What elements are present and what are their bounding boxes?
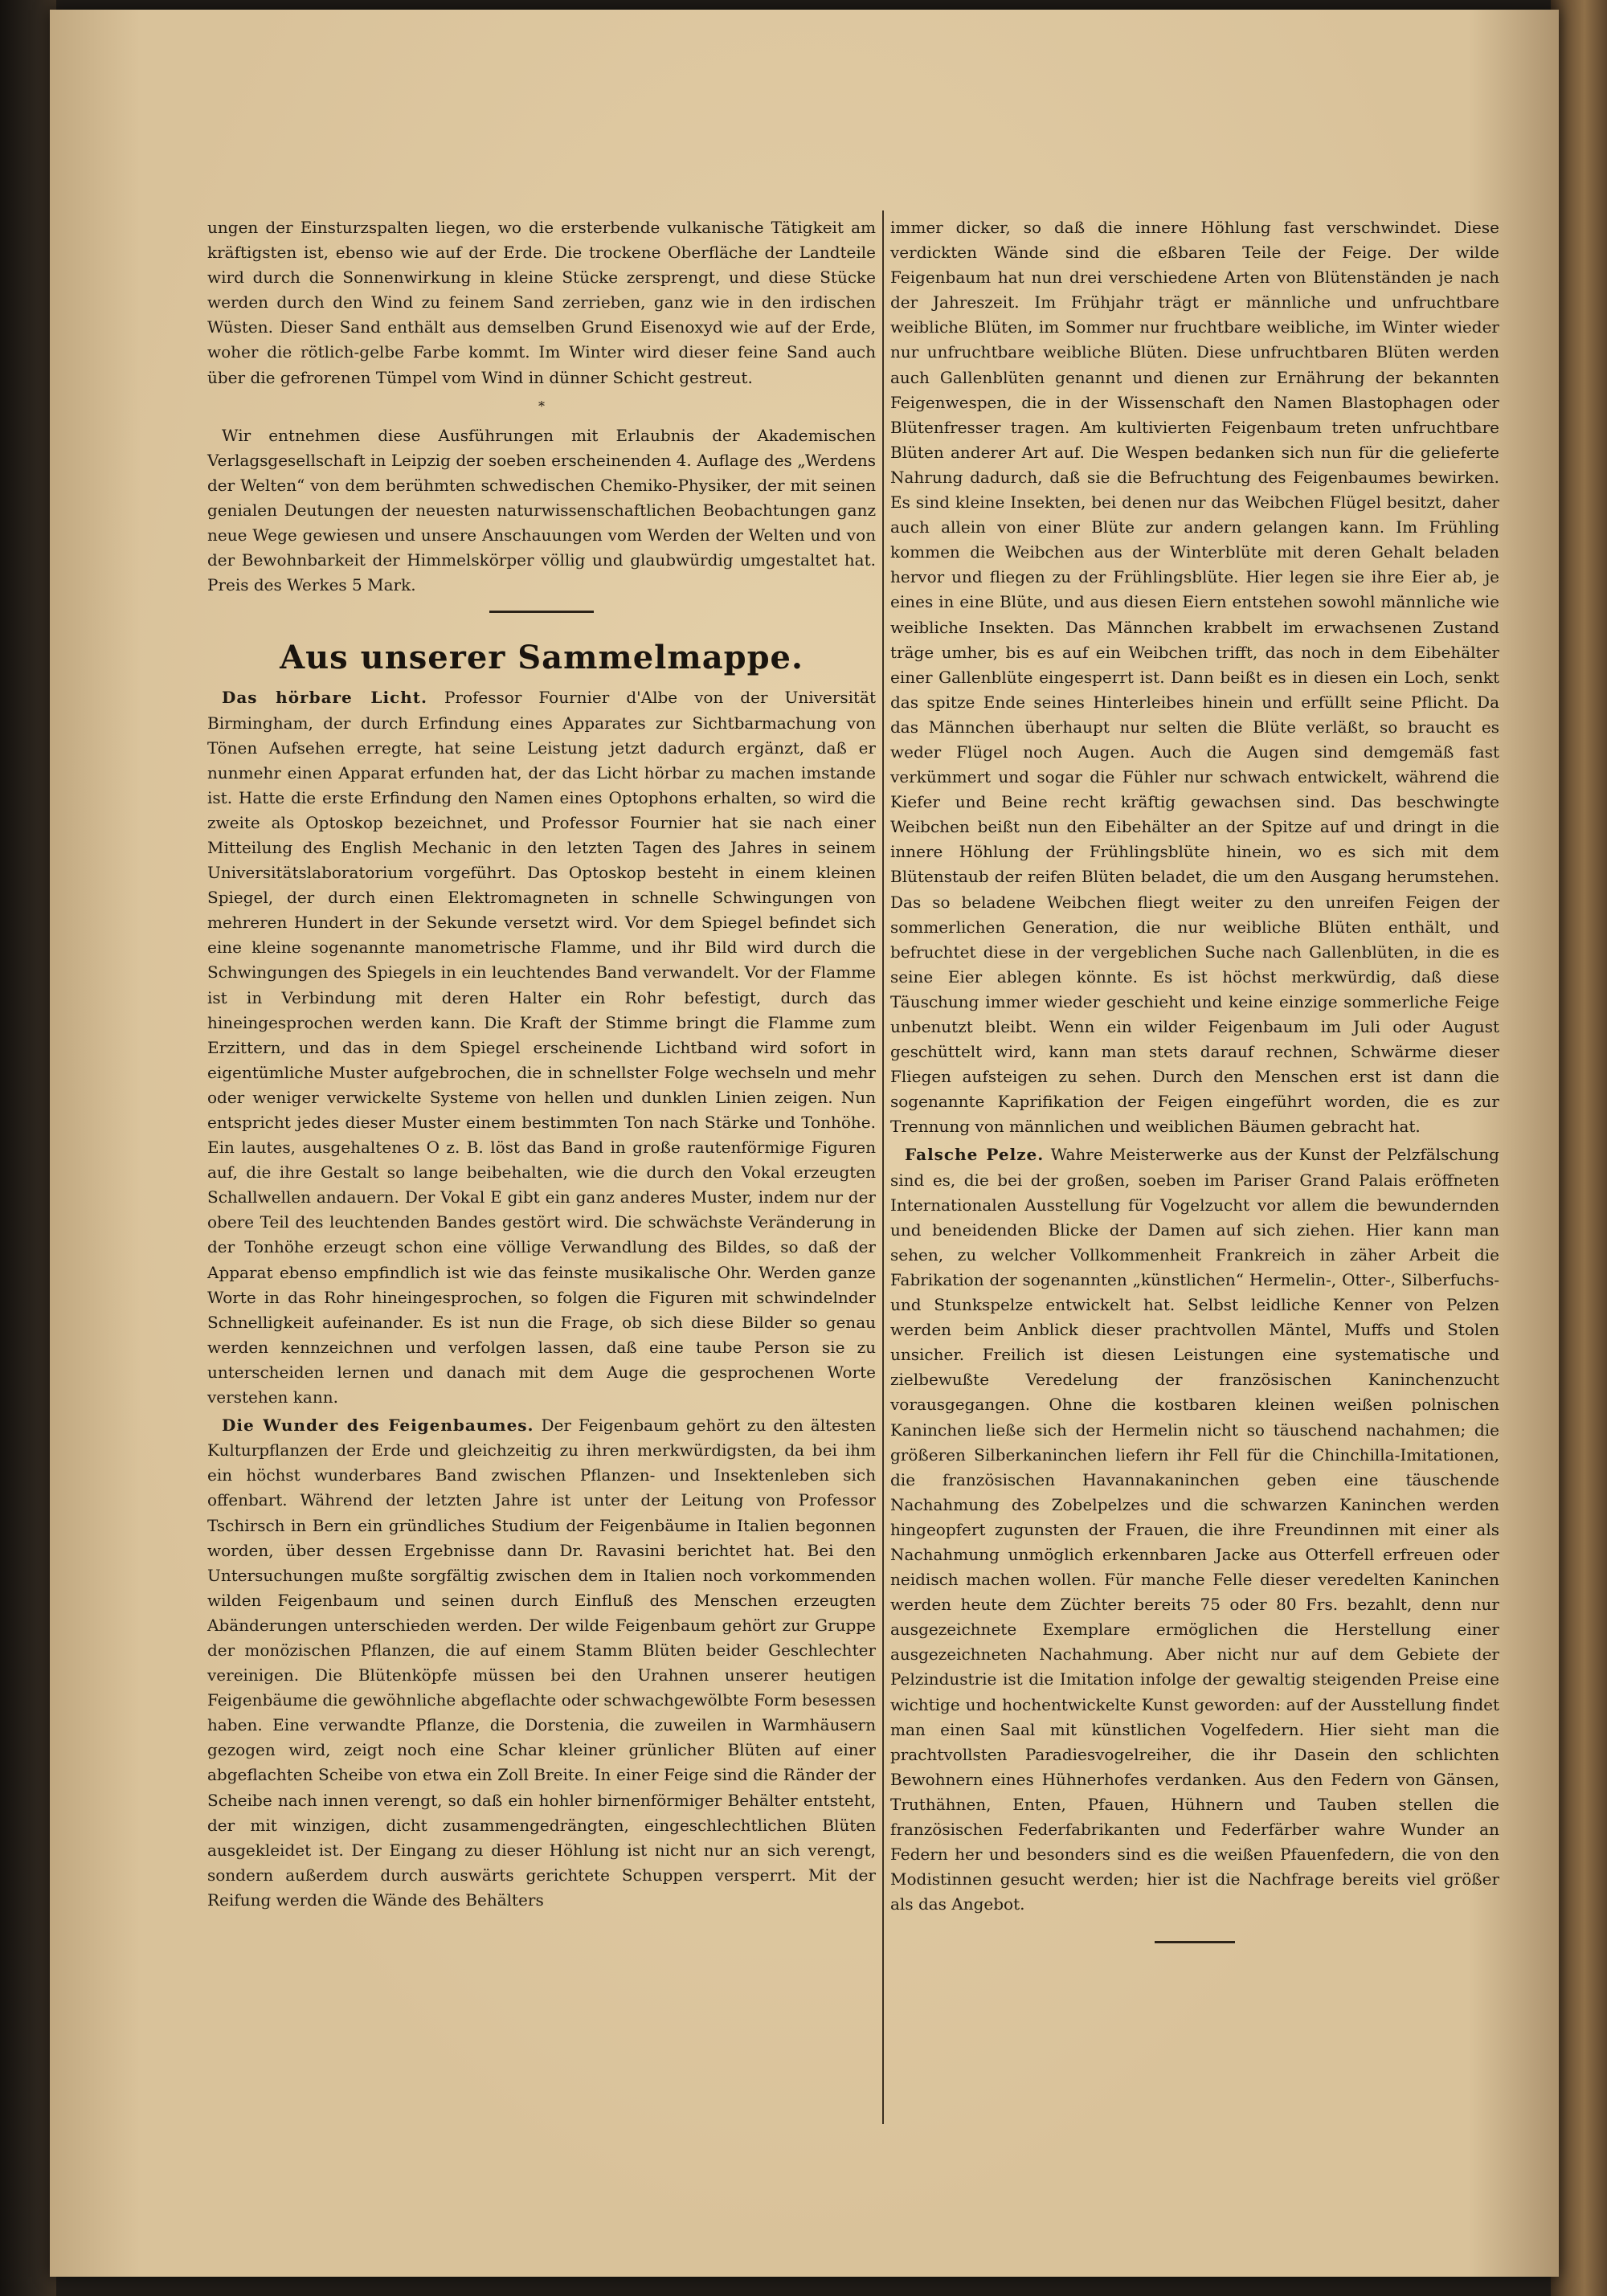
article-body: Der Feigenbaum gehört zu den ältesten Kulturpflanzen der Erde und gleichzeitig zu ihren merkwürdigsten, da bei ihm ein höchst wunderbares Band zwischen Pflanzen- und Insektenleben sich offenbart. Während der letzten Jahre ist unter der Leitung von Professor Tschirsch in Bern ein gründliches Studium der Feigenbäume in Italien begonnen worden, über dessen Ergebnisse dann Dr. Ravasini berichtet hat. Bei den Untersuchungen mußte sorgfältig zwischen dem in Italien noch vorkommenden wilden Feigenbaum und seinen durch Einfluß des Menschen erzeugten Abänderungen unterschieden werden. Der wilde Feigenbaum gehört zur Gruppe der monözischen Pflanzen, die auf einem Stamm Blüten beider Geschlechter vereinigen. Die Blütenköpfe müssen bei den Urahnen unserer heutigen Feigenbäume die gewöhnliche abgeflachte oder schwachgewölbte Form besessen haben. Eine verwandte Pflanze, die Dorstenia, die zuweilen in Warmhäusern gezogen wird, zeigt noch eine Schar kleiner grünlicher Blüten auf einer abgeflachten Scheibe von etwa ein Zoll Breite. In einer Feige sind die Ränder der Scheibe nach innen verengt, so daß ein hohler birnenförmiger Behälter entsteht, der mit winzigen, dicht zusammengedrängten, eingeschlechtlichen Blüten ausgekleidet ist. Der Eingang zu dieser Höhlung ist nicht nur an sich verengt, sondern außerdem durch auswärts gerichtete Schuppen versperrt. Mit der Reifung werden die Wände des Behälters — [207, 1416, 876, 1910]
book-binding-shadow — [0, 0, 56, 2296]
article-body: Wahre Meisterwerke aus der Kunst der Pelzfälschung sind es, die bei der großen, soeben im Pariser Grand Palais eröffneten Internationalen Ausstellung für Vogelzucht vor allem die bewundernden und beneidenden Blicke der Damen auf sich ziehen. Hier kann man sehen, zu welcher Vollkommenheit Frankreich in zäher Arbeit die Fabrikation der sogenannten „künstlichen“ Hermelin-, Otter-, Silberfuchs- und Stunkspelze entwickelt hat. Selbst leidliche Kenner von Pelzen werden beim Anblick dieser prachtvollen Mäntel, Muffs und Stolen unsicher. Freilich ist diesen Leistungen eine systematische und zielbewußte Veredelung der französischen Kaninchenzucht vorausgegangen. Ohne die kostbaren kleinen weißen polnischen Kaninchen ließe sich der Hermelin nicht so täuschend nachahmen; die größeren Silberkaninchen liefern ihr Fell für die Chinchilla-Imitationen, die französischen Havannakaninchen geben eine täuschende Nachahmung des Zobelpelzes und die schwarzen Kaninchen werden hingeopfert zugunsten der Frauen, die ihre Freundinnen mit einer als Nachahmung unmöglich erkennbaren Jacke aus Otterfell erfreuen oder neidisch machen wollen. Für manche Felle dieser veredelten Kaninchen werden heute dem Züchter bereits 75 oder 80 Frs. bezahlt, denn nur ausgezeichnete Exemplare ermöglichen die Herstellung einer ausgezeichneten Nachahmung. Aber nicht nur auf dem Gebiete der Pelzindustrie ist die Imitation infolge der gewaltig steigenden Preise eine wichtige und hochentwickelte Kunst geworden: auf der Ausstellung findet man einen Saal mit künstlichen Vogelfedern. Hier sieht man die prachtvollsten Paradiesvogelreiher, die ihr Dasein den schlichten Bewohnern eines Hühnerhofes verdanken. Aus den Federn von Gänsen, Truthähnen, Enten, Pfauen, Hühnern und Tauben stellen die französischen Federfabrikanten und Federfärber wahre Wunder an Federn her und besonders sind es die weißen Pfauenfedern, die von den Modistinnen gesucht werden; hier ist die Nachfrage bereits viel größer als das Angebot. — [890, 1145, 1499, 1914]
article-hoerbare-licht — [207, 685, 876, 1410]
intro-paragraph: ungen der Einsturzspalten liegen, wo die ersterbende vulkanische Tätigkeit am kräftigsten ist, ebenso wie auf der Erde. Die trockene Oberfläche der Landteile wird durch die Sonnenwirkung in kleine Stücke zersprengt, und diese Stücke werden durch den Wind zu feinem Sand zerrieben, ganz wie in den irdischen Wüsten. Dieser Sand enthält aus demselben Grund Eisenoxyd wie auf der Erde, woher die rötlich-gelbe Farbe kommt. Im Winter wird dieser feine Sand auch über die gefrorenen Tümpel vom Wind in dünner Schicht gestreut. — [207, 218, 876, 387]
article-falsche-pelze — [890, 1142, 1499, 1917]
left-column — [207, 215, 876, 1916]
credit-paragraph: Wir entnehmen diese Ausführungen mit Erlaubnis der Akademischen Verlagsgesellschaft in Leipzig der soeben erscheinenden 4. Auflage des „Werdens der Welten“ von dem berühmten schwedischen Chemiko-Physiker, der mit seinen genialen Deutungen der neuesten naturwissenschaftlichen Beobachtungen ganz neue Wege gewiesen und unsere Anschauungen vom Werden der Welten und von der Bewohnbarkeit der Himmelskörper völlig und glaubwürdig umgestaltet hat. Preis des Werkes 5 Mark. — [207, 425, 876, 595]
book-page-edges — [1551, 0, 1607, 2296]
right-column — [876, 215, 1499, 1943]
feigenbaum-continuation: immer dicker, so daß die innere Höhlung fast verschwindet. Diese verdickten Wände sind die eßbaren Teile der Feige. Der wilde Feigenbaum hat nun drei verschiedene Arten von Blütenständen je nach der Jahreszeit. Im Frühjahr trägt er männliche und unfruchtbare weibliche Blüten, im Sommer nur fruchtbare weibliche, im Winter wieder nur unfruchtbare weibliche Blüten. Diese unfruchtbaren Blüten werden auch Gallenblüten genannt und dienen zur Ernährung der bekannten Feigenwespen, die in der Wissenschaft den Namen Blastophagen oder Blütenfresser tragen. Am kultivierten Feigenbaum treten unfruchtbare Blüten anderer Art auf. Die Wespen bedanken sich nun für die gelieferte Nahrung dadurch, daß sie die Befruchtung des Feigenbaumes bewirken. Es sind kleine Insekten, bei denen nur das Weibchen Flügel besitzt, daher auch allein von einer Blüte zur andern gelangen kann. Im Frühling kommen die Weibchen aus der Winterblüte mit deren Gehalt beladen hervor und fliegen zu der Frühlingsblüte. Hier legen sie ihre Eier ab, je eines in eine Blüte, und aus diesen Eiern entstehen sowohl männliche wie weibliche Insekten. Das Männchen krabbelt im erwachsenen Zustand träge umher, bis es auf ein Weibchen trifft, das noch in dem Eibehälter einer Gallenblüte eingesperrt ist. Dann beißt es in diesen ein Loch, senkt das spitze Ende seines Hinterleibes hinein und erfüllt seine Pflicht. Da das Männchen überhaupt nur selten die Blüte verläßt, so braucht es weder Flügel noch Augen. Auch die Augen sind demgemäß fast verkümmert und sogar die Fühler nur schwach entwickelt, während die Kiefer und Beine recht kräftig gewachsen sind. Das beschwingte Weibchen beißt nun den Eibehälter an der Spitze auf und dringt in die innere Höhlung der Frühlingsblüte hinein, wo es sich mit dem Blütenstaub der reifen Blüten beladet, die um den Ausgang herumstehen. Das so beladene Weibchen fliegt weiter zu den unreifen Feigen der sommerlichen Generation, die nur weibliche Blüten enthält, und befruchtet diese in der vergeblichen Suche nach Gallenblüten, in die es seine Eier ablegen könnte. Es ist höchst merkwürdig, daß diese Täuschung immer wieder geschieht und keine einzige sommerliche Feige unbenutzt bleibt. Wenn ein wilder Feigenbaum im Juli oder August geschüttelt wird, kann man stets darauf rechnen, Schwärme dieser Fliegen aufsteigen zu sehen. Durch den Menschen erst ist dann die sogenannte Kaprifikation der Feigen eingeführt worden, die es zur Trennung von männlichen und weiblichen Bäumen gebracht hat. — [890, 218, 1499, 1137]
article-feigenbaum — [207, 1413, 876, 1913]
article-heading: Das hörbare Licht. — [222, 688, 427, 708]
article-body: Professor Fournier d'Albe von der Universität Birmingham, der durch Erfindung eines Apparates zur Sichtbarmachung von Tönen Aufsehen erregte, hat seine Leistung jetzt dadurch ergänzt, daß er nunmehr einen Apparat erfunden hat, der das Licht hörbar zu machen imstande ist. Hatte die erste Erfindung den Namen eines Optophons erhalten, so wird die zweite als Optoskop bezeichnet, und Professor Fournier hat sie nach einer Mitteilung des English Mechanic in den letzten Tagen des Jahres in seinem Universitätslaboratorium vorgeführt. Das Optoskop besteht in einem kleinen Spiegel, der durch einen Elektromagneten in schnelle Schwingungen von mehreren Hundert in der Sekunde versetzt wird. Vor dem Spiegel befindet sich eine kleine sogenannte manometrische Flamme, und ihr Bild wird durch die Schwingungen des Spiegels in ein leuchtendes Band verwandelt. Vor der Flamme ist in Verbindung mit deren Halter ein Rohr befestigt, durch das hineingesprochen werden kann. Die Kraft der Stimme bringt die Flamme zum Erzittern, und das in dem Spiegel erscheinende Lichtband wird sofort in eigentümliche Muster aufgebrochen, die in schnellster Folge wechseln und mehr oder weniger verwickelte Systeme von hellen und dunklen Linien zeigen. Nun entspricht jedes dieser Muster einem bestimmten Ton nach Stärke und Tonhöhe. Ein lautes, ausgehaltenes O z. B. löst das Band in große rautenförmige Figuren auf, die ihre Gestalt so lange beibehalten, wie die durch den Vokal erzeugten Schallwellen andauern. Der Vokal E gibt ein ganz anderes Muster, indem nur der obere Teil des leuchtenden Bandes gestört wird. Die schwächste Veränderung in der Tonhöhe erzeugt schon eine völlige Verwandlung des Bildes, so daß der Apparat ebenso empfindlich ist wie das feinste musikalische Ohr. Werden ganze Worte in das Rohr hineingesprochen, so folgen die Figuren mit schwindelnder Schnelligkeit aufeinander. Es ist nun die Frage, ob sich diese Bilder so genau werden kennzeichnen und verfolgen lassen, daß eine taube Person sie zu unterscheiden lernen und danach mit dem Auge die gesprochenen Worte verstehen kann. — [207, 688, 876, 1407]
article-heading: Falsche Pelze. — [905, 1145, 1045, 1165]
section-title: Aus unserer Sammelmappe. — [280, 639, 804, 677]
separator-star: * — [538, 398, 545, 414]
section-rule — [489, 611, 594, 613]
article-heading: Die Wunder des Feigenbaumes. — [222, 1416, 534, 1436]
end-rule — [1155, 1941, 1235, 1943]
